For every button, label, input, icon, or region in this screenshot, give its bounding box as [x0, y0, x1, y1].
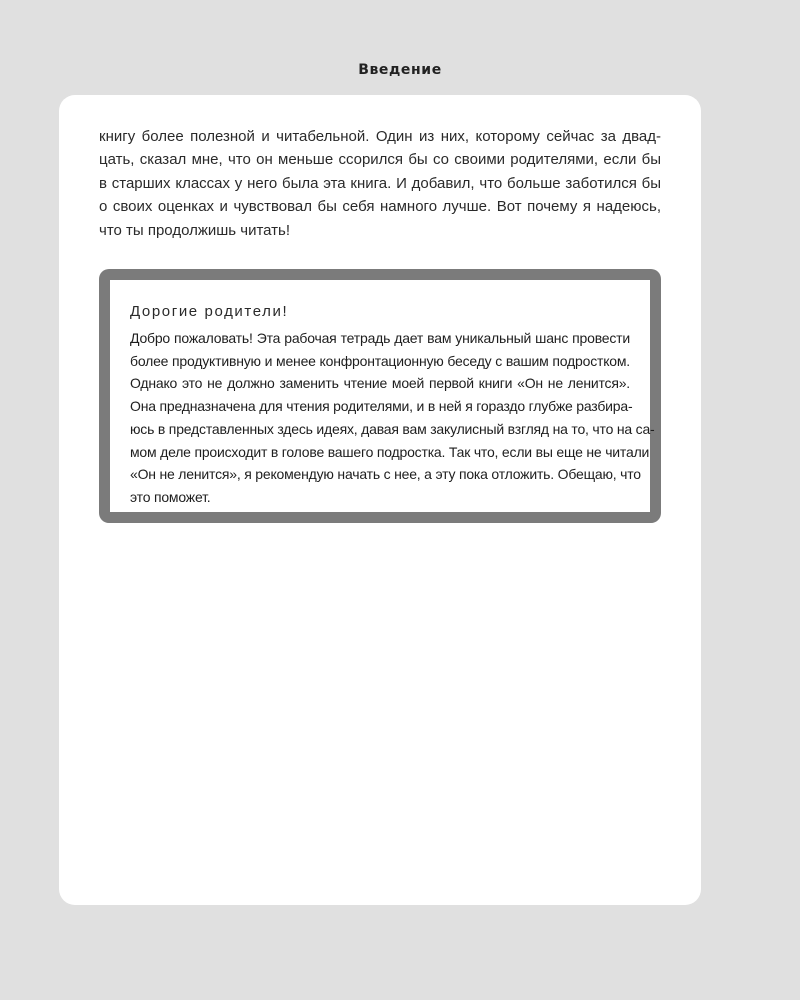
note-line: Она предназначена для чтения родителями, и в ней я гораздо глубже разбира- — [130, 398, 633, 415]
note-line: «Он не ленится», я рекомендую начать с нее, а эту пока отложить. Обещаю, что — [130, 466, 641, 483]
note-title: Дорогие родители! — [130, 303, 289, 320]
note-line: мом деле происходит в голове вашего подростка. Так что, если вы еще не читали — [130, 443, 650, 460]
note-line: более продуктивную и менее конфронтационную беседу с вашим подростком. — [130, 352, 630, 369]
body-line: в старших классах у него была эта книга. И добавил, что больше заботился бы — [99, 174, 661, 192]
note-line: Добро пожаловать! Эта рабочая тетрадь дает вам уникальный шанс провести — [130, 330, 630, 346]
body-line: что ты продолжишь читать! — [99, 221, 291, 239]
page-header-title: Введение — [358, 62, 442, 78]
parents-note-box — [99, 269, 661, 523]
note-line: юсь в представленных здесь идеях, давая вам закулисный взгляд на то, что на са- — [130, 420, 655, 437]
body-paragraph — [99, 125, 661, 242]
body-line: цать, сказал мне, что он меньше ссорился бы со своими родителями, если бы — [99, 151, 661, 169]
note-line: Однако это не должно заменить чтение моей первой книги «Он не ленится». — [130, 375, 630, 392]
page-sheet — [59, 95, 701, 905]
body-line: о своих оценках и чувствовал бы себя намного лучше. Вот почему я надеюсь, — [99, 198, 661, 216]
note-paragraph — [130, 327, 655, 509]
body-line: книгу более полезной и читабельной. Один из них, которому сейчас за двад- — [99, 128, 661, 145]
note-line: это поможет. — [130, 488, 211, 505]
